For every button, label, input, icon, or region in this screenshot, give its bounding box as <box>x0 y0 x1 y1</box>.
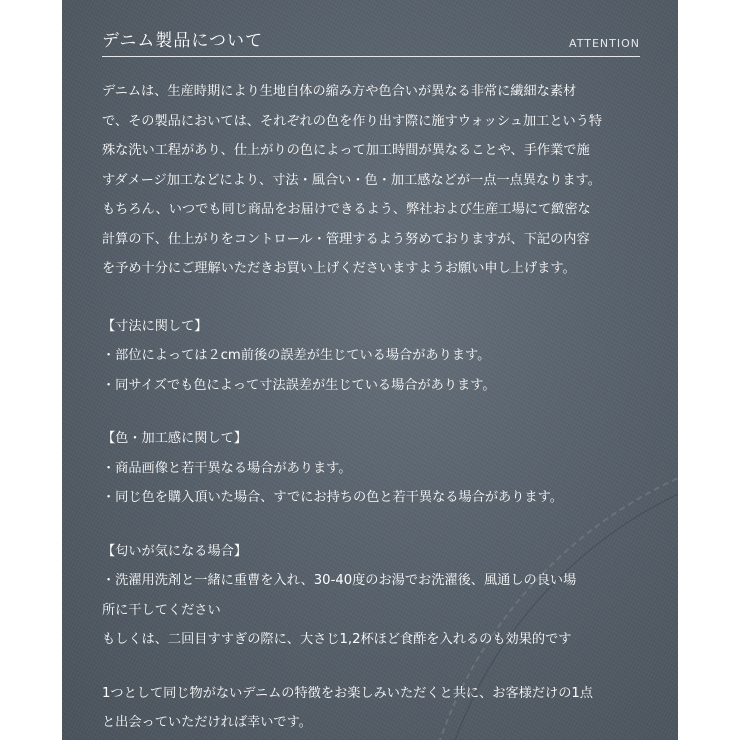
attention-tag: ATTENTION <box>569 37 640 50</box>
section-line: もしくは、二回目すすぎの際に、大さじ1,2杯ほど食酢を入れるのも効果的です <box>102 632 572 647</box>
section-size <box>102 312 662 401</box>
section-heading-odor: 【匂いが気になる場合】 <box>102 543 248 559</box>
closing-paragraph <box>102 679 662 738</box>
spacer <box>102 655 662 679</box>
section-line: ・部位によっては２cm前後の誤差が生じている場合があります。 <box>102 348 491 363</box>
intro-line: デニムは、生産時期により生地自体の縮み方や色合いが異なる非常に繊細な素材 <box>102 84 577 99</box>
notice-header <box>102 26 638 52</box>
spacer <box>102 400 662 424</box>
intro-line: 殊な洗い工程があり、仕上がりの色によって加工時間が異なることや、手作業で施 <box>102 143 590 158</box>
intro-line: すダメージ加工などにより、寸法・風合い・色・加工感などが一点一点異なります。 <box>102 172 601 188</box>
closing-line: 1つとして同じ物がないデニムの特徴をお楽しみいただくと共に、お客様だけの1点 <box>102 685 593 701</box>
section-line: 所に干してください <box>102 602 221 618</box>
section-heading-color: 【色・加工感に関して】 <box>102 431 248 446</box>
closing-line: と出会っていただければ幸いです。 <box>102 715 312 730</box>
spacer <box>102 513 662 537</box>
page-title: デニム製品について <box>102 31 263 51</box>
section-line: ・洗濯用洗剤と一緒に重曹を入れ、30-40度のお湯でお洗濯後、風通しの良い場 <box>102 573 577 588</box>
section-odor <box>102 537 662 655</box>
section-color <box>102 424 662 513</box>
denim-background-panel <box>62 0 678 740</box>
header-divider <box>102 56 640 57</box>
section-line: ・商品画像と若干異なる場合があります。 <box>102 460 352 476</box>
intro-line: 計算の下、仕上がりをコントロール・管理するよう努めておりますが、下記の内容 <box>102 231 590 247</box>
section-line: ・同サイズでも色によって寸法誤差が生じている場合があります。 <box>102 377 496 393</box>
notice-body <box>102 77 662 738</box>
spacer <box>102 284 662 312</box>
section-heading-size: 【寸法に関して】 <box>102 318 208 334</box>
intro-paragraph <box>102 77 662 284</box>
section-line: ・同じ色を購入頂いた場合、すでにお持ちの色と若干異なる場合があります。 <box>102 490 563 505</box>
intro-line: もちろん、いつでも同じ商品をお届けできるよう、弊社および生産工場にて緻密な <box>102 202 591 217</box>
intro-line: で、その製品においては、それぞれの色を作り出す際に施すウォッシュ加工という特 <box>102 113 603 129</box>
intro-line: を予め十分にご理解いただきお買い上げくださいますようお願い申し上げます。 <box>102 261 576 276</box>
